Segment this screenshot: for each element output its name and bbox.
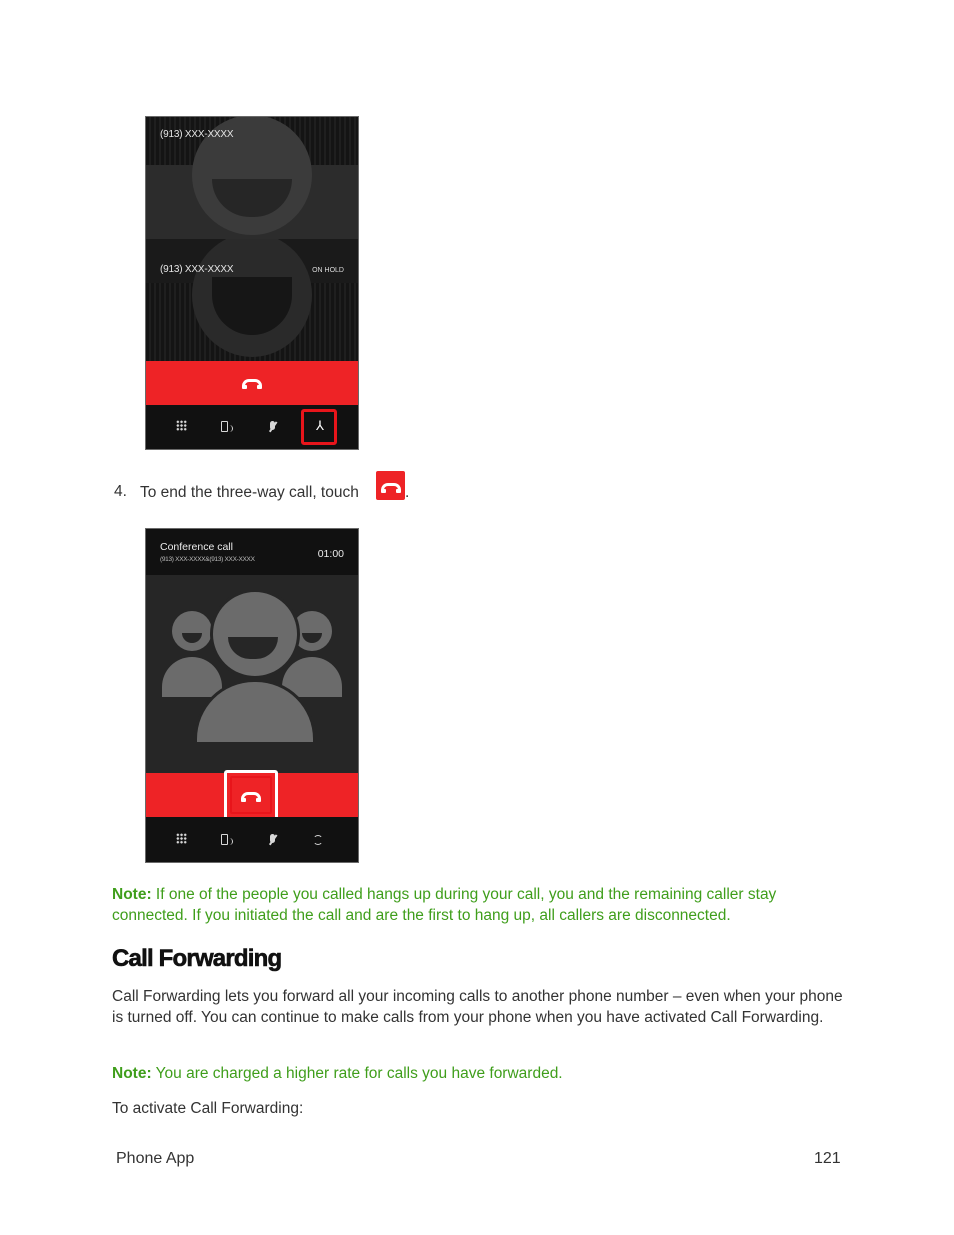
section-intro: Call Forwarding lets you forward all your incoming calls to another phone number – even when your phone is turned off. You can continue to make calls from your phone when you have activated Call Forwarding. [112,988,843,1026]
speaker-icon[interactable] [221,834,228,845]
merge-calls-icon: ⅄ [316,418,324,433]
end-call-bar [146,773,358,817]
three-way-call-screenshot [145,116,359,450]
note-forward-rate [112,1063,852,1084]
end-call-bar[interactable] [146,361,358,405]
step-text: To end the three-way call, touch [140,484,359,501]
dialpad-icon[interactable] [176,833,187,844]
end-call-icon [376,471,405,500]
call-timer: 01:00 [317,548,344,560]
note-label: Note: [112,886,152,903]
note-text: If one of the people you called hangs up during your call, you and the remaining caller stay connected. If you initiated the call and are the first to hang up, all callers are disconnected. [112,886,777,924]
note-hang-up [112,884,852,926]
caller-panel-active [146,117,358,239]
end-call-button[interactable] [224,770,278,820]
end-call-icon [241,792,261,799]
note-label: Note: [112,1065,152,1082]
call-toolbar [146,405,358,449]
swap-calls-icon[interactable] [313,835,323,845]
speaker-icon[interactable] [221,421,228,432]
conference-participants: (913) XXX-XXXX&(913) XXX-XXXX [160,556,255,563]
group-avatar-icon [146,575,358,773]
step-number: 4. [114,483,127,500]
footer-section-name: Phone App [116,1150,195,1167]
note-text: You are charged a higher rate for calls you have forwarded. [151,1065,563,1082]
conference-header [146,529,358,575]
on-hold-label: ON HOLD [312,267,344,274]
step-period: . [405,484,410,501]
footer-page-number: 121 [814,1150,841,1167]
caller-number: (913) XXX-XXXX [160,264,234,275]
conference-call-screenshot [145,528,359,863]
dialpad-icon[interactable] [176,420,187,431]
end-call-icon [242,379,262,386]
call-toolbar [146,817,358,862]
merge-calls-button[interactable] [301,409,337,445]
section-heading: Call Forwarding [112,945,282,972]
caller-panel-on-hold [146,239,358,361]
conference-title: Conference call [160,541,233,553]
caller-number: (913) XXX-XXXX [160,129,234,140]
activate-instruction: To activate Call Forwarding: [112,1100,304,1117]
